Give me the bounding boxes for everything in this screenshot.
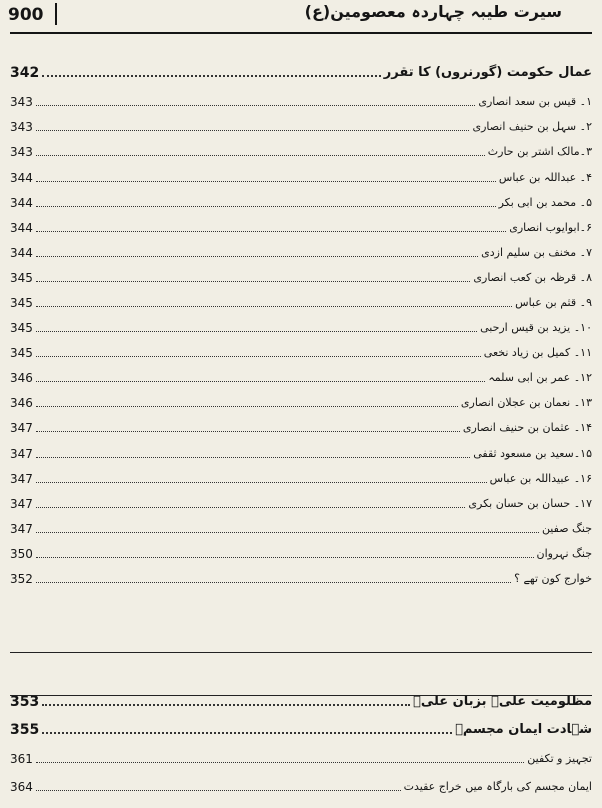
dot-leader: [36, 155, 485, 156]
toc-entry-label: ۱۴۔ عثمان بن حنیف انصاری: [462, 421, 592, 434]
toc-entry-row: [10, 286, 592, 310]
dot-leader: [42, 704, 410, 706]
dot-leader: [36, 281, 471, 282]
toc-entry-label: ۹۔ قثم بن عباس: [515, 296, 592, 309]
dot-leader: [36, 331, 477, 332]
dot-leader: [36, 406, 458, 407]
toc-page-number: 353: [10, 694, 40, 710]
toc-entry-row: [10, 437, 592, 461]
toc-page-number: 346: [10, 396, 33, 410]
toc-entry-row: [10, 311, 592, 335]
page-header: [0, 0, 602, 34]
toc-entry-row: [10, 512, 592, 536]
toc-page-number: 347: [10, 447, 33, 461]
toc-page-number: 364: [10, 780, 33, 794]
toc-page-number: 344: [10, 196, 33, 210]
dot-leader: [36, 181, 496, 182]
dot-leader: [36, 231, 506, 232]
toc-entry-row: [10, 562, 592, 586]
toc-page-number: 345: [10, 346, 33, 360]
toc-page-number: 361: [10, 752, 33, 766]
toc-page-number: 343: [10, 145, 33, 159]
toc-entry-row: [10, 361, 592, 385]
toc-entry-label: ۸۔ قرظہ بن کعب انصاری: [473, 271, 592, 284]
toc-entry-label: خوارج کون تھے ؟: [514, 572, 592, 585]
toc-page-number: 346: [10, 371, 33, 385]
toc-entry-label: تجہیز و تکفین: [527, 752, 592, 765]
toc-entry-row: [10, 135, 592, 159]
toc-entry-label: ۵۔ محمد بن ابی بکر: [498, 196, 592, 209]
toc-entry-label: شہادت ایمان مجسمؑ: [455, 722, 592, 737]
toc-page-number: 344: [10, 171, 33, 185]
toc-entry-row: [10, 336, 592, 360]
toc-entry-row: [10, 161, 592, 185]
toc-page-number: 350: [10, 547, 33, 561]
dot-leader: [42, 75, 381, 77]
toc-entry-row: [10, 236, 592, 260]
dot-leader: [36, 206, 496, 207]
section-divider: [10, 652, 592, 653]
toc-page-number: 352: [10, 572, 33, 586]
dot-leader: [36, 256, 478, 257]
toc-entry-label: ۱۱۔ کمیل بن زیاد نخعی: [483, 346, 592, 359]
toc-entry-row: [10, 487, 592, 511]
toc-entry-row: [10, 85, 592, 109]
toc-page-number: 342: [10, 65, 40, 81]
section-divider: [10, 695, 592, 696]
toc-page-number: 355: [10, 722, 40, 738]
toc-page-number: 347: [10, 522, 33, 536]
dot-leader: [36, 557, 534, 558]
toc-entry-label: جنگ نہروان: [536, 547, 592, 560]
toc-entry-label: ۲۔ سہل بن حنیف انصاری: [472, 120, 592, 133]
toc-entry-label: ۱۵۔سعید بن مسعود ثقفی: [473, 447, 592, 460]
toc-page-number: 344: [10, 221, 33, 235]
toc-page-number: 343: [10, 120, 33, 134]
toc-entry-label: ۱۷۔ حسان بن حسان بکری: [468, 497, 592, 510]
toc-entry-row: [10, 537, 592, 561]
toc-entry-label: ۳۔مالک اشتر بن حارث: [487, 145, 592, 158]
dot-leader: [36, 130, 470, 131]
toc-heading-row: [10, 685, 592, 709]
toc-entry-row: [10, 186, 592, 210]
dot-leader: [36, 356, 481, 357]
toc-entry-row: [10, 110, 592, 134]
header-separator: [55, 3, 57, 25]
toc-entry-row: [10, 770, 592, 794]
toc-heading-row: [10, 56, 592, 80]
toc-entry-label: ۶۔ابوایوب انصاری: [509, 221, 592, 234]
toc-page-number: 347: [10, 472, 33, 486]
toc-entry-label: ۱۔ قیس بن سعد انصاری: [478, 95, 592, 108]
toc-entry-label: ۷۔ مخنف بن سلیم ازدی: [481, 246, 592, 259]
toc-entry-row: [10, 211, 592, 235]
toc-entry-row: [10, 386, 592, 410]
toc-page-number: 343: [10, 95, 33, 109]
toc-entry-label: ۱۶۔ عبیداللہ بن عباس: [489, 472, 592, 485]
toc-heading-row: [10, 713, 592, 737]
dot-leader: [36, 482, 487, 483]
toc-entry-row: [10, 411, 592, 435]
dot-leader: [42, 732, 452, 734]
toc-page-number: 345: [10, 296, 33, 310]
toc-entry-label: ۱۳۔ نعمان بن عجلان انصاری: [460, 396, 592, 409]
header-rule: [10, 32, 592, 34]
dot-leader: [36, 306, 512, 307]
toc-entry-label: مظلومیت علیؑ بزبان علیؑ: [413, 694, 592, 709]
dot-leader: [36, 381, 485, 382]
toc-page-number: 345: [10, 321, 33, 335]
dot-leader: [36, 431, 460, 432]
toc-page-number: 347: [10, 421, 33, 435]
toc-entry-row: [10, 462, 592, 486]
toc-page-number: 345: [10, 271, 33, 285]
dot-leader: [36, 790, 401, 791]
toc-entry-label: ۱۰۔ یزید بن قیس ارحبی: [480, 321, 592, 334]
toc-entry-row: [10, 742, 592, 766]
book-title: سیرت طیبہ چہاردہ معصومین(ع): [304, 2, 562, 21]
toc-entry-label: عمال حکومت (گورنروں) کا تقرر: [383, 65, 592, 80]
toc-entry-label: ۱۲۔ عمر بن ابی سلمہ: [488, 371, 592, 384]
dot-leader: [36, 582, 511, 583]
toc-entry-row: [10, 261, 592, 285]
toc-entry-label: ایمان مجسم کی بارگاہ میں خراج عقیدت: [403, 780, 592, 793]
dot-leader: [36, 507, 465, 508]
toc-entry-label: ۴۔ عبداللہ بن عباس: [498, 171, 592, 184]
dot-leader: [36, 762, 524, 763]
dot-leader: [36, 457, 470, 458]
dot-leader: [36, 532, 539, 533]
toc-page-number: 347: [10, 497, 33, 511]
toc-page-number: 344: [10, 246, 33, 260]
toc-entry-label: جنگ صفین: [541, 522, 592, 535]
dot-leader: [36, 105, 475, 106]
page-number: 900: [8, 5, 44, 25]
